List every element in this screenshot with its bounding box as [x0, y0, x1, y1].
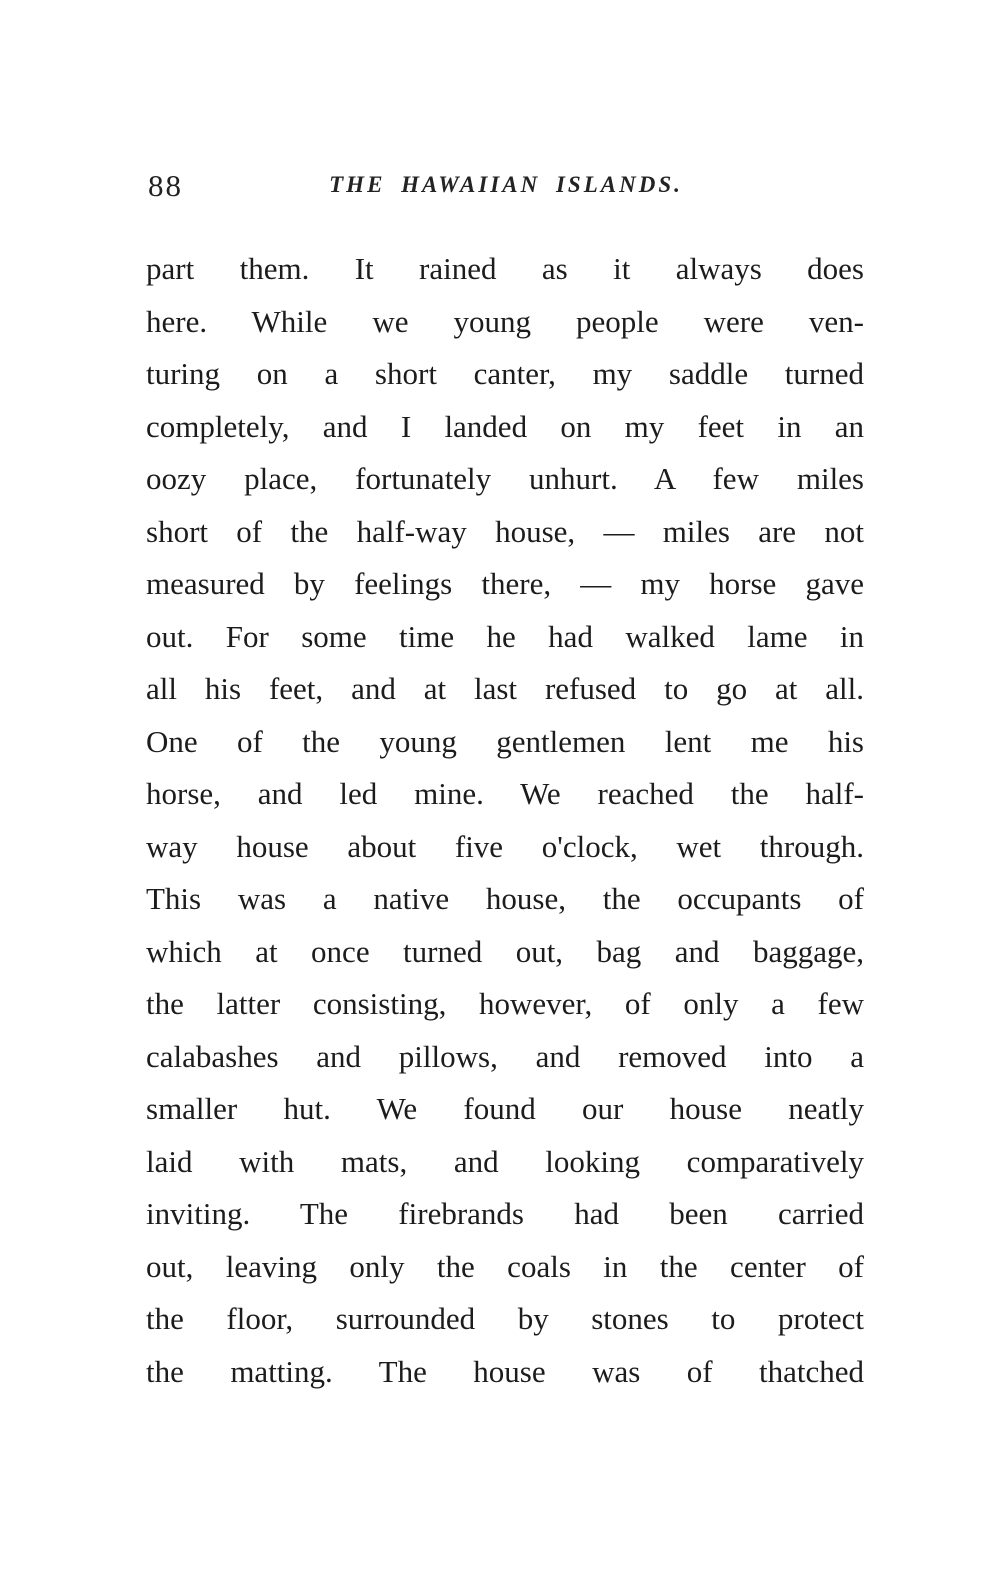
text-line: measured by feelings there, — my horse gave [146, 566, 864, 601]
text-line: short of the half-way house, — miles are not [146, 513, 864, 549]
text-line: This was a native house, the occupants of [146, 881, 864, 916]
text-line: inviting. The firebrands had been carried [146, 1196, 864, 1231]
page-header [148, 166, 864, 206]
running-title: THE HAWAIIAN ISLANDS. [329, 172, 683, 197]
text-line: calabashes and pillows, and removed into a [146, 1038, 864, 1074]
text-line: out. For some time he had walked lame in [146, 618, 864, 654]
text-line: smaller hut. We found our house neatly [146, 1091, 864, 1126]
text-line: out, leaving only the coals in the center of [146, 1248, 864, 1284]
text-line: oozy place, fortunately unhurt. A few miles [146, 461, 864, 496]
text-line: the matting. The house was of thatched [146, 1353, 864, 1389]
text-line: turing on a short canter, my saddle turned [146, 356, 864, 391]
text-line: One of the young gentlemen lent me his [146, 723, 864, 759]
page-number: 88 [148, 168, 183, 203]
text-line: the floor, surrounded by stones to protect [146, 1301, 864, 1336]
text-line: all his feet, and at last refused to go at all. [146, 671, 864, 706]
text-line: way house about five o'clock, wet through. [146, 828, 864, 864]
text-line: here. While we young people were ven- [146, 303, 864, 339]
body-text [146, 243, 864, 1398]
text-line: horse, and led mine. We reached the half- [146, 776, 864, 811]
text-line: the latter consisting, however, of only a few [146, 986, 864, 1021]
text-line: laid with mats, and looking comparatively [146, 1143, 864, 1179]
text-line: completely, and I landed on my feet in an [146, 408, 864, 444]
text-line: which at once turned out, bag and baggage, [146, 933, 864, 969]
text-line: part them. It rained as it always does [146, 251, 864, 286]
